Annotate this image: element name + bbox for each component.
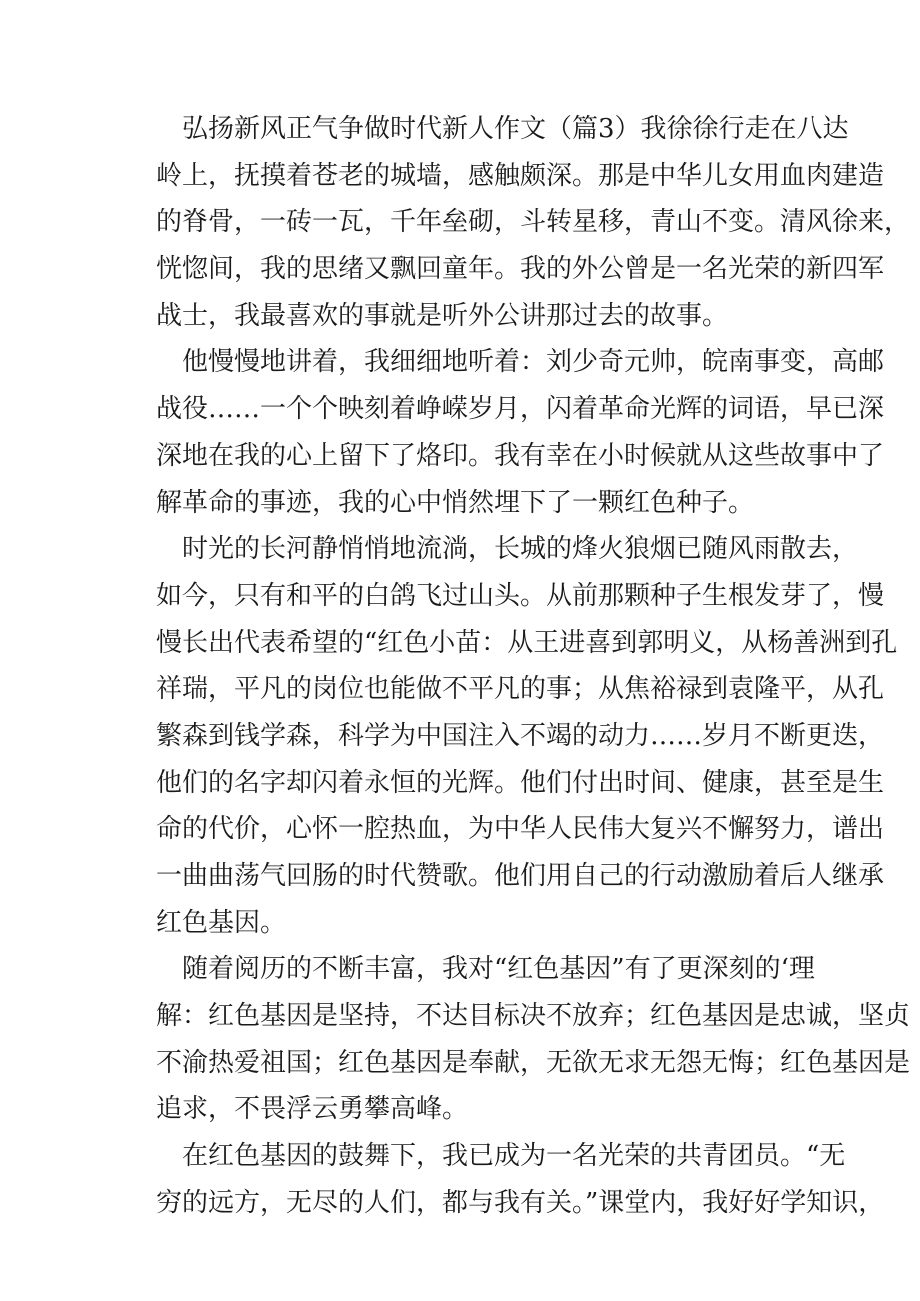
text-line: 随着阅历的不断丰富，我对“红色基因”有了更深刻的‘理: [182, 954, 815, 985]
text-line: 一曲曲荡气回肠的时代赞歌。他们用自己的行动激励着后人继承: [156, 861, 885, 891]
text-line: 红色基因。: [156, 907, 287, 938]
text-line: 恍惚间，我的思绪又飘回童年。我的外公曾是一名光荣的新四军: [156, 254, 885, 285]
text-line: 岭上，抚摸着苍老的城墙，感触颇深。那是中华儿女用血肉建造: [156, 160, 885, 191]
paragraph-2: [156, 339, 885, 526]
text-line: 时光的长河静悄悄地流淌，长城的烽火狼烟已随风雨散去，: [182, 534, 859, 565]
text-line: 解革命的事迹，我的心中悄然埋下了一颗红色种子。: [156, 487, 755, 518]
text-line: 穷的远方，无尽的人们，都与我有关。”课堂内，我好好学知识，: [156, 1187, 885, 1218]
paragraph-4: [156, 946, 911, 1133]
text-line: 慢长出代表希望的“红色小苗：从王进喜到郭明义，从杨善洲到孔: [156, 627, 898, 658]
text-line: 战士，我最喜欢的事就是听外公讲那过去的故事。: [156, 300, 729, 331]
text-line: 的脊骨，一砖一瓦，千年垒砌，斗转星移，青山不变。清风徐来，: [156, 207, 911, 238]
text-line: 祥瑞，平凡的岗位也能做不平凡的事；从焦裕禄到袁隆平，从孔: [156, 674, 885, 705]
text-line: 命的代价，心怀一腔热血，为中华人民伟大复兴不懈努力，谱出: [156, 814, 885, 845]
text-line: 解：红色基因是坚持，不达目标决不放弃；红色基因是忠诚，坚贞: [156, 1001, 911, 1032]
text-line: 战役……一个个映刻着峥嵘岁月，闪着革命光辉的词语，早已深: [156, 394, 885, 425]
paragraph-5: [156, 1133, 885, 1226]
text-line: 繁森到钱学森，科学为中国注入不竭的动力……岁月不断更迭，: [156, 720, 885, 751]
text-line: 深地在我的心上留下了烙印。我有幸在小时候就从这些故事中了: [156, 440, 885, 471]
text-line: 弘扬新风正气争做时代新人作文（篇3）我徐徐行走在八达: [182, 114, 849, 144]
text-line: 他们的名字却闪着永恒的光辉。他们付出时间、健康，甚至是生: [156, 767, 885, 798]
paragraph-1: [156, 106, 911, 339]
essay-body: [156, 106, 911, 1227]
text-line: 不渝热爱祖国；红色基因是奉献，无欲无求无怨无悔；红色基因是: [156, 1047, 911, 1078]
text-line: 追求，不畏浮云勇攀高峰。: [156, 1094, 469, 1125]
text-line: 在红色基因的鼓舞下，我已成为一名光荣的共青团员。“无: [182, 1141, 846, 1172]
text-line: 他慢慢地讲着，我细细地听着：刘少奇元帅，皖南事变，高邮: [182, 347, 885, 378]
text-line: 如今，只有和平的白鸽飞过山头。从前那颗种子生根发芽了，慢: [156, 580, 885, 611]
paragraph-3: [156, 526, 898, 946]
